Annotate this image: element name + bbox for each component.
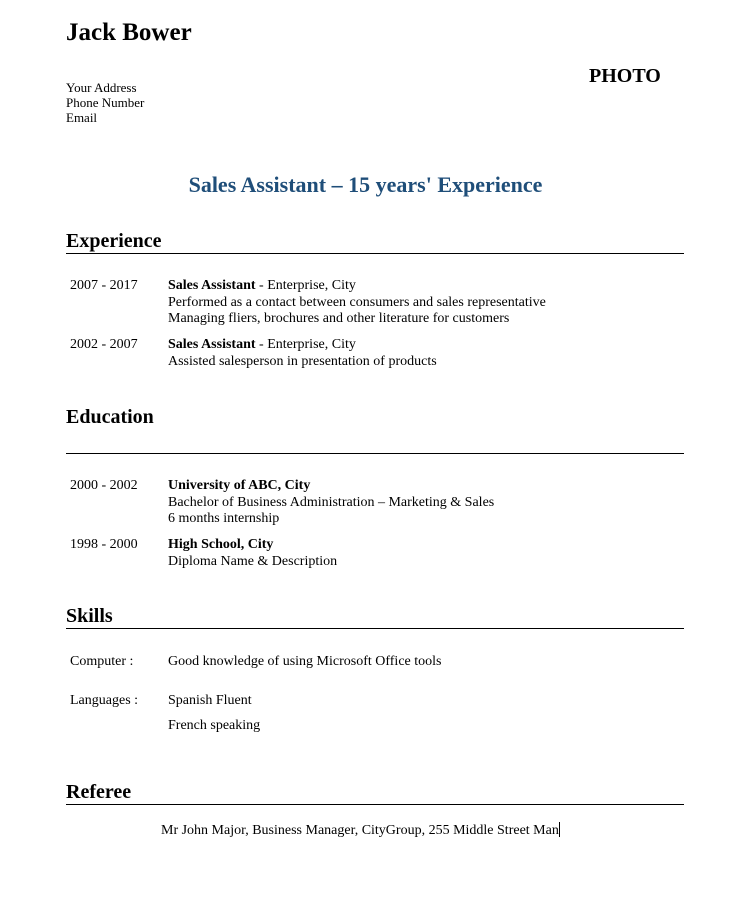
experience-2-role: Sales Assistant: [168, 337, 256, 352]
experience-2-dates: 2002 - 2007: [70, 337, 138, 352]
referee-text[interactable]: Mr John Major, Business Manager, CityGroup, 255 Middle Street Man: [161, 823, 559, 838]
photo-placeholder: PHOTO: [589, 65, 661, 87]
experience-divider: [66, 253, 684, 254]
experience-2-entry: [168, 337, 437, 370]
language-item: French speaking: [168, 718, 261, 733]
education-divider: [66, 453, 684, 454]
contact-block: [66, 80, 144, 125]
skills-divider: [66, 628, 684, 629]
experience-1-entry: [168, 278, 546, 328]
experience-2-place: - Enterprise, City: [255, 337, 356, 352]
computer-value: Good knowledge of using Microsoft Office tools: [168, 654, 442, 669]
candidate-name: Jack Bower: [66, 19, 192, 46]
text-cursor: [559, 822, 560, 837]
education-1-dates: 2000 - 2002: [70, 478, 138, 493]
education-1-line-1: Bachelor of Business Administration – Marketing & Sales: [168, 494, 495, 510]
education-heading: Education: [66, 406, 154, 428]
computer-label: Computer :: [70, 654, 134, 669]
education-2-institution: High School, City: [168, 537, 274, 552]
referee-line[interactable]: [161, 822, 560, 839]
address-line: Your Address: [66, 80, 137, 95]
experience-1-line-1: Performed as a contact between consumers and sales representative: [168, 294, 546, 310]
education-2-entry: [168, 537, 337, 570]
resume-headline: Sales Assistant – 15 years' Experience: [188, 172, 543, 197]
referee-heading: Referee: [66, 781, 132, 803]
experience-2-line-1: Assisted salesperson in presentation of products: [168, 353, 437, 369]
education-2-line-1: Diploma Name & Description: [168, 553, 338, 569]
experience-1-line-2: Managing fliers, brochures and other literature for customers: [168, 311, 510, 326]
education-1-entry: [168, 478, 494, 528]
referee-divider: [66, 804, 684, 805]
language-item: Spanish Fluent: [168, 693, 252, 708]
skills-heading: Skills: [66, 605, 113, 627]
languages-label: Languages :: [70, 693, 139, 708]
education-1-institution: University of ABC, City: [168, 478, 311, 493]
experience-1-role: Sales Assistant: [168, 278, 256, 293]
education-1-line-2: 6 months internship: [168, 511, 280, 526]
experience-1-dates: 2007 - 2017: [70, 278, 138, 293]
phone-line: Phone Number: [66, 95, 145, 110]
experience-1-place: - Enterprise, City: [255, 278, 356, 293]
email-line: Email: [66, 110, 98, 125]
experience-heading: Experience: [66, 230, 162, 252]
education-2-dates: 1998 - 2000: [70, 537, 138, 552]
